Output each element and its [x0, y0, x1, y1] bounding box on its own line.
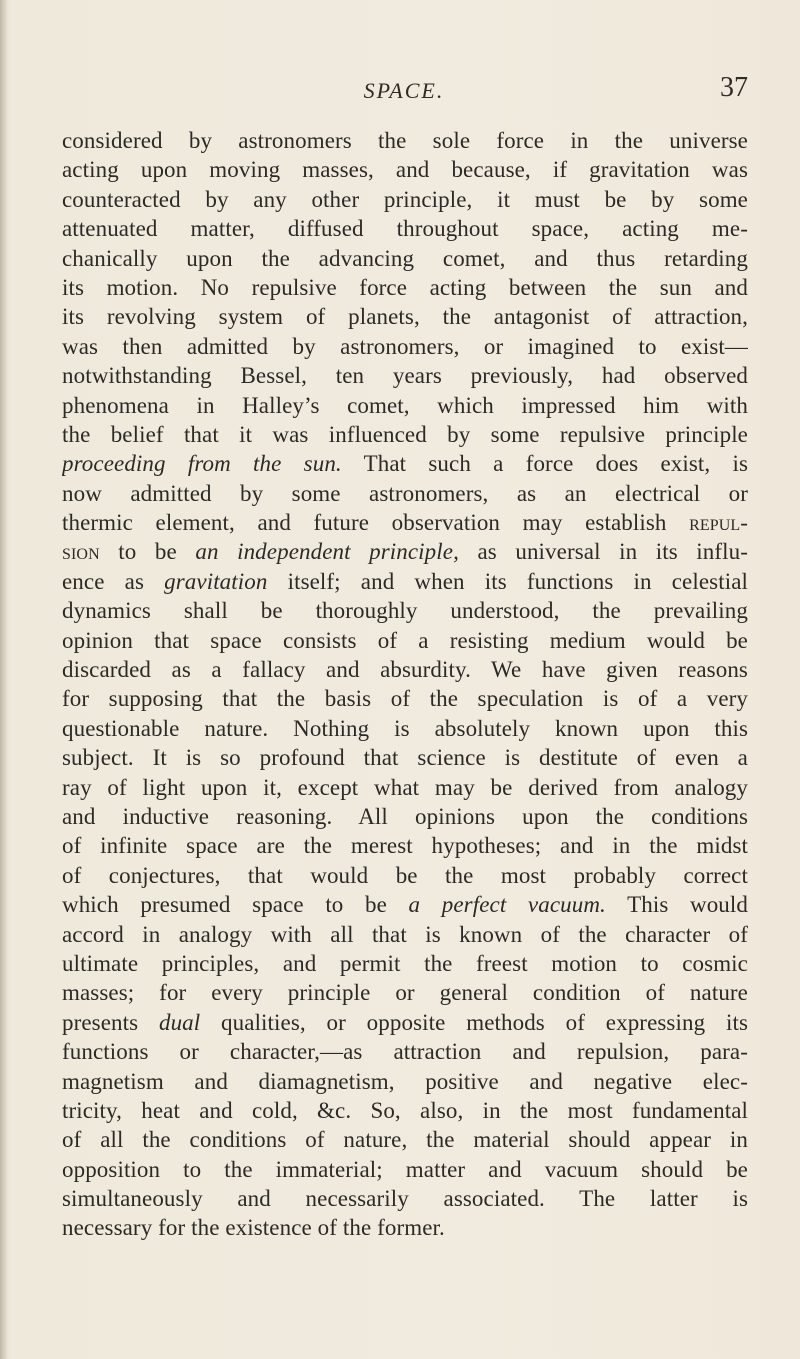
text-line: of conjectures, that would be the most probably correct [62, 862, 748, 888]
text-line: sion to be an independent principle, as universal in its influ- [62, 539, 748, 565]
text-line: considered by astronomers the sole force in the universe [62, 128, 748, 153]
binding-shadow [0, 0, 8, 1359]
text-line: dynamics shall be thoroughly understood, the prevailing [62, 598, 748, 624]
running-head [60, 72, 748, 114]
text-line: ence as gravitation itself; and when its functions in celestial [62, 568, 748, 594]
text-line: its motion. No repulsive force acting between the sun and [62, 274, 748, 300]
text-line: phenomena in Halley’s comet, which impressed him with [62, 392, 748, 418]
text-line: which presumed space to be a perfect vacuum. This would [62, 892, 748, 918]
text-line: questionable nature. Nothing is absolutely known upon this [62, 715, 748, 741]
text-line: was then admitted by astronomers, or imagined to exist— [62, 333, 748, 359]
text-line: of all the conditions of nature, the material should appear in [62, 1127, 748, 1153]
text-line: masses; for every principle or general condition of nature [62, 980, 748, 1006]
text-line: functions or character,—as attraction and repulsion, para- [62, 1039, 748, 1065]
page-number: 37 [720, 72, 748, 103]
text-line: simultaneously and necessarily associated. The latter is [62, 1186, 748, 1212]
text-line: magnetism and diamagnetism, positive and negative elec- [62, 1068, 748, 1094]
small-caps-word: repul- [689, 510, 748, 536]
running-title: SPACE. [363, 78, 445, 103]
text-line: accord in analogy with all that is known of the character of [62, 921, 748, 947]
text-line: the belief that it was influenced by some repulsive principle [62, 421, 748, 447]
italic-phrase: an independent principle, [195, 539, 459, 565]
text-line: of infinite space are the merest hypotheses; and in the midst [62, 833, 748, 859]
text-line: attenuated matter, diffused throughout space, acting me- [62, 216, 748, 242]
body-text [62, 126, 748, 1243]
text-line: tricity, heat and cold, &c. So, also, in the most fundamental [62, 1097, 748, 1123]
text-line: its revolving system of planets, the antagonist of attraction, [62, 304, 748, 330]
text-line: acting upon moving masses, and because, if gravitation was [62, 157, 748, 183]
text-line: thermic element, and future observation may establish repul- [62, 510, 748, 536]
text-line: opinion that space consists of a resisting medium would be [62, 627, 748, 653]
text-line: now admitted by some astronomers, as an electrical or [62, 480, 748, 506]
text-line: subject. It is so profound that science is destitute of even a [62, 745, 748, 771]
italic-phrase: dual [158, 1009, 201, 1035]
small-caps-word: sion [62, 539, 100, 565]
text-line: for supposing that the basis of the speculation is of a very [62, 686, 748, 712]
text-line: ray of light upon it, except what may be derived from analogy [62, 774, 748, 800]
italic-phrase: a perfect vacuum. [408, 892, 606, 918]
text-line: proceeding from the sun. That such a force does exist, is [62, 451, 748, 477]
text-line: ultimate principles, and permit the freest motion to cosmic [62, 950, 748, 976]
text-line: chanically upon the advancing comet, and thus retarding [62, 245, 748, 271]
italic-phrase: proceeding from the sun. [62, 451, 342, 477]
text-line: and inductive reasoning. All opinions upon the conditions [62, 803, 748, 829]
text-line: necessary for the existence of the former. [62, 1215, 445, 1241]
text-line: counteracted by any other principle, it must be by some [62, 186, 748, 212]
text-line: presents dual qualities, or opposite methods of expressing its [62, 1009, 748, 1035]
italic-phrase: gravitation [164, 568, 268, 594]
text-line: discarded as a fallacy and absurdity. We have given reasons [62, 657, 748, 683]
text-line: opposition to the immaterial; matter and vacuum should be [62, 1156, 748, 1182]
text-line: notwithstanding Bessel, ten years previously, had observed [62, 363, 748, 389]
